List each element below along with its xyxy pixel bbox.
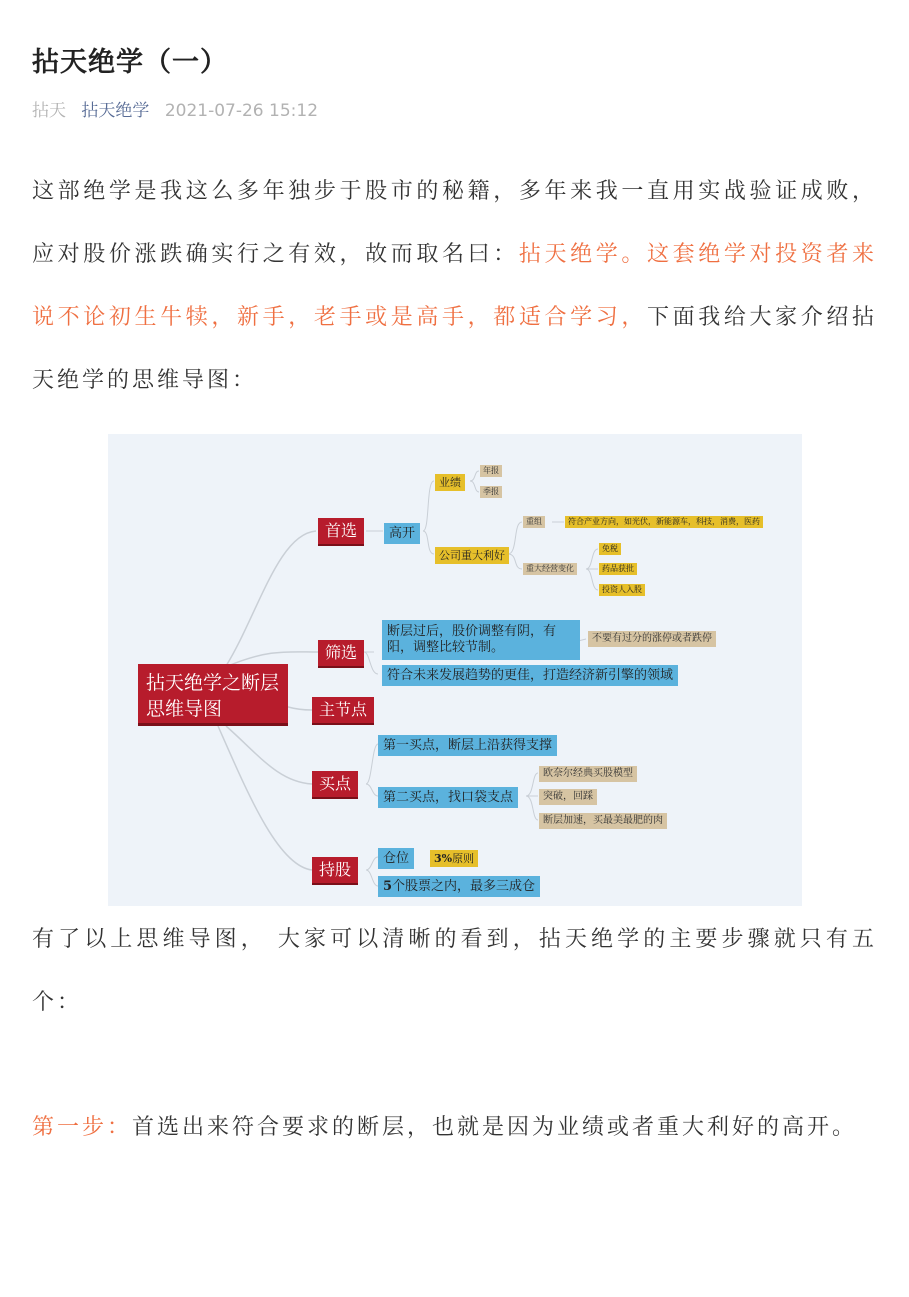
node-maidian-t2: 突破，回踩 xyxy=(539,789,597,805)
node-jibao: 季报 xyxy=(480,486,502,498)
intro-text-2: 下面我给大家介绍拈天绝学的思维导图： xyxy=(32,305,877,393)
rule-text: 原则 xyxy=(452,852,475,865)
node-mianshui: 免税 xyxy=(599,543,621,555)
article-title: 拈天绝学（一） xyxy=(32,47,228,78)
node-zhujiedian: 主节点 xyxy=(312,697,374,725)
limit-number: 5 xyxy=(383,879,393,894)
node-maidian-t3: 断层加速，买最美最肥的肉 xyxy=(539,813,667,829)
node-nianbao: 年报 xyxy=(480,465,502,477)
mindmap-image xyxy=(108,434,802,906)
node-chongzu-detail: 符合产业方向，如光伏，新能源车，科技，消费，医药 xyxy=(565,516,763,528)
node-chongzu: 重组 xyxy=(523,516,545,528)
node-shaixuan-tag: 不要有过分的涨停或者跌停 xyxy=(588,631,716,647)
intro-text-1: 这部绝学是我这么多年独步于股市的秘籍，多年来我一直用实战验证成败，应对股价涨跌确实行之有效，故而取名曰： xyxy=(32,179,877,267)
node-maidian-t1: 欧奈尔经典买股模型 xyxy=(539,766,637,782)
node-chigu: 持股 xyxy=(312,857,358,885)
node-chigu-limit xyxy=(378,876,540,897)
step1-text: 首选出来符合要求的断层，也就是因为业绩或者重大利好的高开。 xyxy=(132,1115,858,1140)
node-gongsi: 公司重大利好 xyxy=(435,547,509,564)
publish-date: 2021-07-26 15:12 xyxy=(164,101,319,121)
node-maidian-b2: 第二买点，找口袋支点 xyxy=(378,787,518,808)
node-touzi: 投资人入股 xyxy=(599,584,645,596)
limit-text: 个股票之内，最多三成仓 xyxy=(392,879,536,894)
article-meta xyxy=(32,96,318,121)
node-maidian-b1: 第一买点，断层上沿获得支撑 xyxy=(378,735,557,756)
node-cangwei: 仓位 xyxy=(378,848,414,869)
node-shaixuan-b1: 断层过后，股价调整有阴，有阳，调整比较节制。 xyxy=(382,620,580,660)
node-shouxuan: 首选 xyxy=(318,518,364,546)
node-shaixuan-b2: 符合未来发展趋势的更佳，打造经济新引擎的领域 xyxy=(382,665,678,686)
node-cangwei-rule xyxy=(430,850,478,867)
account-name[interactable]: 拈天 xyxy=(32,101,66,121)
node-yaopin: 药品获批 xyxy=(599,563,637,575)
after-map-paragraph: 有了以上思维导图， 大家可以清晰的看到，拈天绝学的主要步骤就只有五个： xyxy=(32,927,877,1015)
node-jingying: 重大经营变化 xyxy=(523,563,577,575)
intro-highlight: 拈天绝学。这套绝学对投资者来说不论初生牛犊，新手，老手或是高手，都适合学习， xyxy=(32,242,877,330)
node-gaokai: 高开 xyxy=(384,523,420,544)
intro-paragraph xyxy=(32,160,877,412)
mindmap-root-node: 拈天绝学之断层思维导图 xyxy=(138,664,288,726)
node-maidian: 买点 xyxy=(312,771,358,799)
step1-paragraph xyxy=(32,1096,877,1159)
step1-label: 第一步： xyxy=(32,1115,133,1140)
rule-number: 3% xyxy=(434,852,453,865)
node-yeji: 业绩 xyxy=(435,474,465,491)
author-link[interactable]: 拈天绝学 xyxy=(81,101,150,121)
node-shaixuan: 筛选 xyxy=(318,640,364,668)
